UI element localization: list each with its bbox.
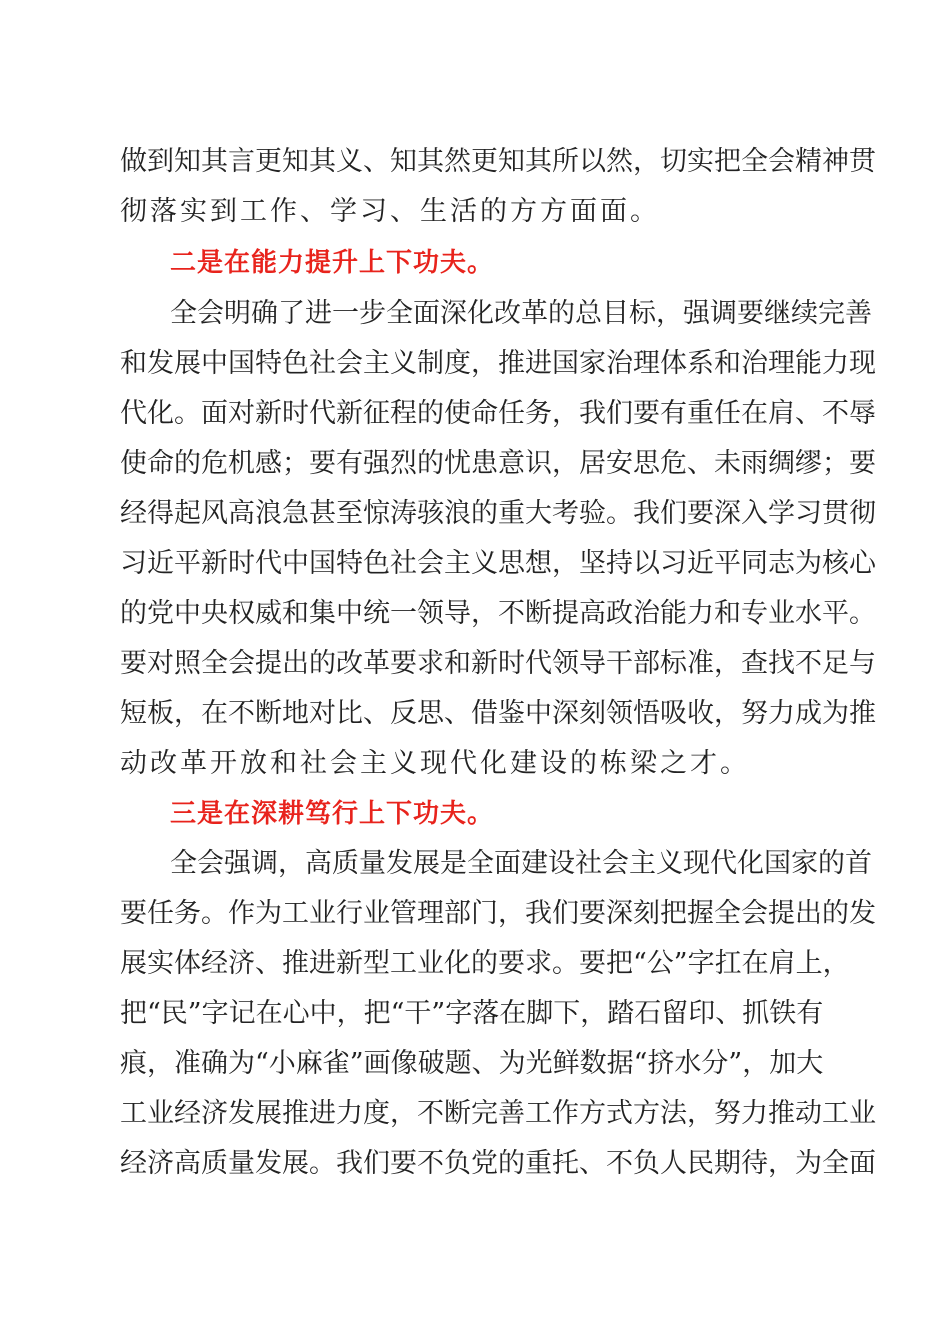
body-text-line: 做到知其言更知其义、知其然更知其所以然，切实把全会精神贯: [120, 146, 876, 177]
body-text-line: 痕，准确为“小麻雀”画像破题、为光鲜数据“挤水分”，加大: [120, 1048, 824, 1079]
body-text-line: 工业经济发展推进力度，不断完善工作方式方法，努力推动工业: [120, 1098, 876, 1129]
body-text-line: 全会明确了进一步全面深化改革的总目标，强调要继续完善: [170, 298, 872, 329]
body-text-line: 短板，在不断地对比、反思、借鉴中深刻领悟吸收，努力成为推: [120, 698, 876, 729]
body-text-line: 经得起风高浪急甚至惊涛骇浪的重大考验。我们要深入学习贯彻: [120, 498, 876, 529]
body-text-line: 使命的危机感；要有强烈的忧患意识，居安思危、未雨绸缪；要: [120, 448, 876, 479]
body-text-line: 的党中央权威和集中统一领导，不断提高政治能力和专业水平。: [120, 598, 876, 629]
body-text-line: 习近平新时代中国特色社会主义思想，坚持以习近平同志为核心: [120, 548, 876, 579]
body-text-line: 全会强调，高质量发展是全面建设社会主义现代化国家的首: [170, 848, 872, 879]
body-text-line: 展实体经济、推进新型工业化的要求。要把“公”字扛在肩上，: [120, 948, 850, 979]
body-text-line: 经济高质量发展。我们要不负党的重托、不负人民期待，为全面: [120, 1148, 876, 1179]
body-text-line: 动改革开放和社会主义现代化建设的栋梁之才。: [120, 748, 750, 779]
section-heading-2: 二是在能力提升上下功夫。: [170, 248, 495, 278]
body-text-line: 把“民”字记在心中，把“干”字落在脚下，踏石留印、抓铁有: [120, 998, 824, 1029]
section-heading-3: 三是在深耕笃行上下功夫。: [170, 799, 495, 829]
body-text-line: 要任务。作为工业行业管理部门，我们要深刻把握全会提出的发: [120, 898, 876, 929]
body-text-line: 和发展中国特色社会主义制度，推进国家治理体系和治理能力现: [120, 348, 876, 379]
body-text-line: 要对照全会提出的改革要求和新时代领导干部标准，查找不足与: [120, 648, 876, 679]
body-text-line: 彻落实到工作、学习、生活的方方面面。: [120, 196, 660, 227]
body-text-line: 代化。面对新时代新征程的使命任务，我们要有重任在肩、不辱: [120, 398, 876, 429]
